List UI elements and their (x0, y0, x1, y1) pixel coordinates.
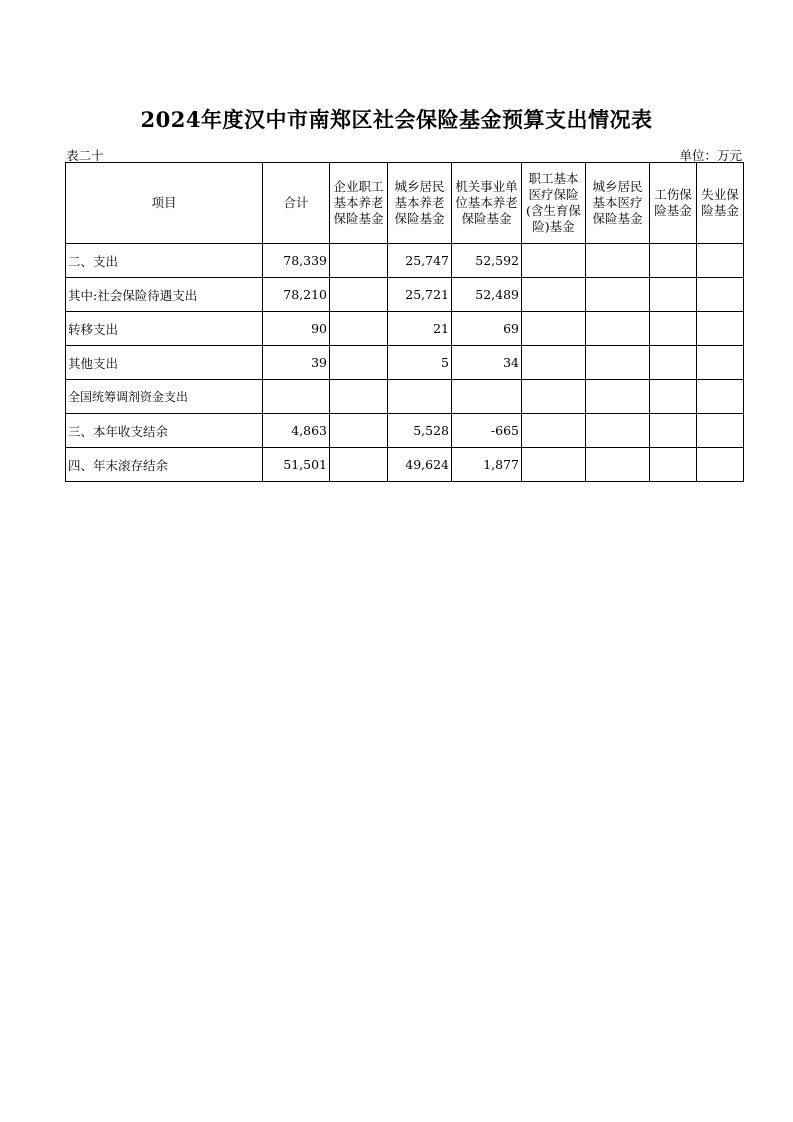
cell-injury-insurance (650, 346, 697, 380)
cell-injury-insurance (650, 448, 697, 482)
cell-unemployment-insurance (697, 414, 744, 448)
cell-enterprise-pension (330, 312, 388, 346)
row-label: 全国统筹调剂资金支出 (66, 380, 263, 414)
cell-total: 51,501 (263, 448, 330, 482)
cell-resident-pension: 49,624 (388, 448, 452, 482)
cell-total: 39 (263, 346, 330, 380)
header-resident-pension: 城乡居民基本养老保险基金 (388, 163, 452, 244)
header-employee-medical: 职工基本医疗保险(含生育保险)基金 (522, 163, 586, 244)
cell-employee-medical (522, 312, 586, 346)
cell-injury-insurance (650, 278, 697, 312)
row-label: 二、支出 (66, 244, 263, 278)
header-institution-pension: 机关事业单位基本养老保险基金 (452, 163, 522, 244)
cell-injury-insurance (650, 312, 697, 346)
cell-institution-pension: 69 (452, 312, 522, 346)
cell-injury-insurance (650, 244, 697, 278)
cell-resident-pension: 21 (388, 312, 452, 346)
cell-enterprise-pension (330, 448, 388, 482)
table-row (66, 346, 744, 380)
cell-resident-medical (586, 448, 650, 482)
cell-resident-pension: 25,747 (388, 244, 452, 278)
table-row (66, 244, 744, 278)
row-label: 三、本年收支结余 (66, 414, 263, 448)
cell-resident-pension: 5,528 (388, 414, 452, 448)
header-injury-insurance: 工伤保险基金 (650, 163, 697, 244)
header-resident-medical: 城乡居民基本医疗保险基金 (586, 163, 650, 244)
cell-institution-pension: -665 (452, 414, 522, 448)
cell-enterprise-pension (330, 244, 388, 278)
cell-employee-medical (522, 346, 586, 380)
table-row (66, 448, 744, 482)
unit-label: 单位：万元 (679, 148, 742, 163)
cell-resident-pension: 5 (388, 346, 452, 380)
cell-resident-pension (388, 380, 452, 414)
header-unemployment-insurance: 失业保险基金 (697, 163, 744, 244)
cell-enterprise-pension (330, 414, 388, 448)
cell-resident-pension: 25,721 (388, 278, 452, 312)
cell-unemployment-insurance (697, 278, 744, 312)
table-meta (66, 146, 742, 162)
table-row (66, 380, 744, 414)
cell-unemployment-insurance (697, 312, 744, 346)
cell-employee-medical (522, 448, 586, 482)
cell-resident-medical (586, 380, 650, 414)
cell-unemployment-insurance (697, 346, 744, 380)
cell-unemployment-insurance (697, 448, 744, 482)
table-row (66, 278, 744, 312)
cell-total: 4,863 (263, 414, 330, 448)
table-row (66, 414, 744, 448)
cell-institution-pension: 34 (452, 346, 522, 380)
budget-table (65, 162, 744, 482)
cell-institution-pension: 52,489 (452, 278, 522, 312)
cell-total: 90 (263, 312, 330, 346)
cell-institution-pension: 1,877 (452, 448, 522, 482)
cell-resident-medical (586, 312, 650, 346)
row-label: 其他支出 (66, 346, 263, 380)
cell-resident-medical (586, 278, 650, 312)
cell-resident-medical (586, 414, 650, 448)
cell-total: 78,339 (263, 244, 330, 278)
header-item: 项目 (66, 163, 263, 244)
page-title: 2024年度汉中市南郑区社会保险基金预算支出情况表 (140, 107, 653, 132)
row-label: 转移支出 (66, 312, 263, 346)
cell-unemployment-insurance (697, 380, 744, 414)
cell-enterprise-pension (330, 278, 388, 312)
table-row (66, 312, 744, 346)
cell-employee-medical (522, 244, 586, 278)
cell-employee-medical (522, 414, 586, 448)
cell-total: 78,210 (263, 278, 330, 312)
row-label: 其中:社会保险待遇支出 (66, 278, 263, 312)
cell-institution-pension: 52,592 (452, 244, 522, 278)
cell-employee-medical (522, 278, 586, 312)
cell-enterprise-pension (330, 380, 388, 414)
cell-institution-pension (452, 380, 522, 414)
cell-enterprise-pension (330, 346, 388, 380)
header-enterprise-pension: 企业职工基本养老保险基金 (330, 163, 388, 244)
header-total: 合计 (263, 163, 330, 244)
cell-employee-medical (522, 380, 586, 414)
cell-resident-medical (586, 244, 650, 278)
cell-injury-insurance (650, 380, 697, 414)
table-label: 表二十 (66, 148, 104, 163)
header-row (66, 163, 744, 244)
cell-unemployment-insurance (697, 244, 744, 278)
row-label: 四、年末滚存结余 (66, 448, 263, 482)
cell-injury-insurance (650, 414, 697, 448)
cell-resident-medical (586, 346, 650, 380)
cell-total (263, 380, 330, 414)
